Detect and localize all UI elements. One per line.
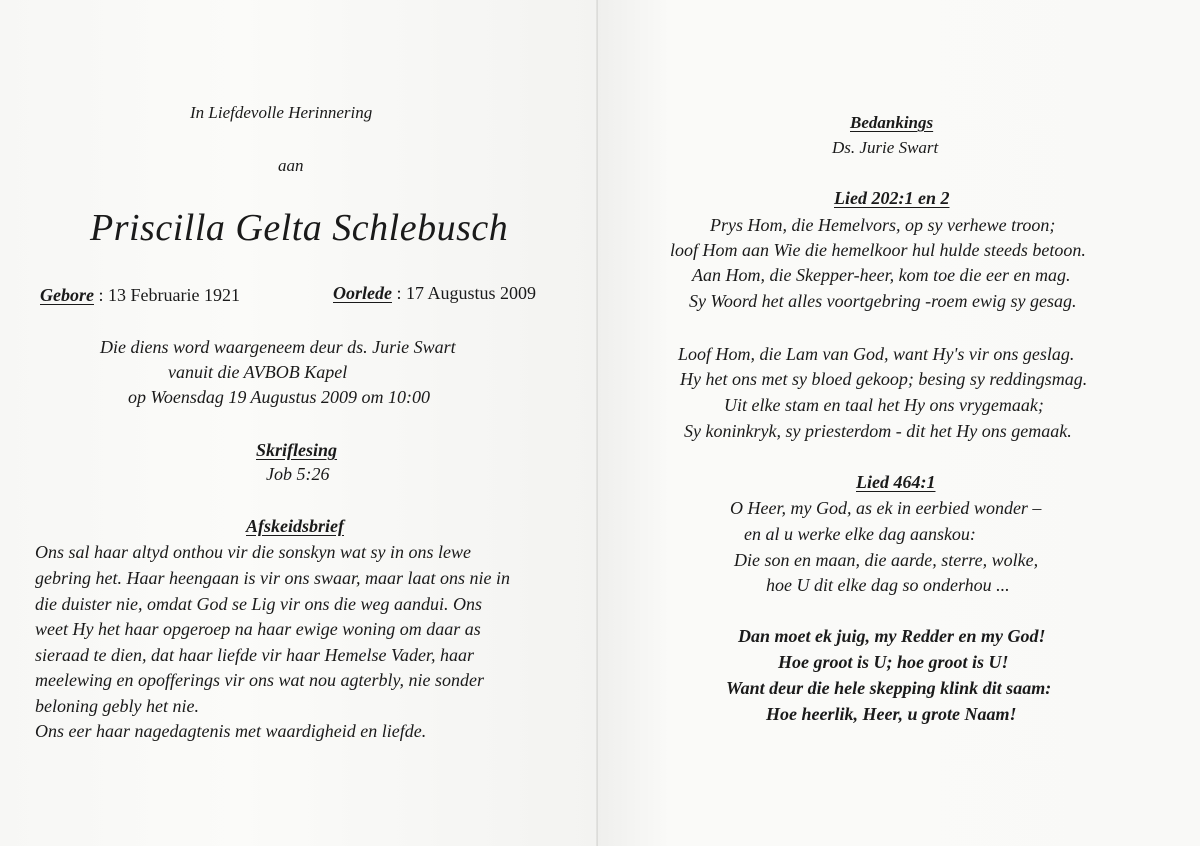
thanks-heading: Bedankings (850, 113, 934, 132)
hymn1-line: loof Hom aan Wie die hemelkoor hul hulde steeds betoon. (670, 240, 1086, 260)
born-label: Gebore (40, 285, 94, 305)
letter-line: beloning gebly het nie. (35, 696, 199, 716)
hymn1-line: Uit elke stam en taal het Hy ons vrygemaak; (724, 395, 1044, 415)
service-line-1: Die diens word waargeneem deur ds. Jurie Swart (100, 337, 456, 357)
intro-line: In Liefdevolle Herinnering (190, 103, 373, 122)
scripture-heading: Skriflesing (256, 440, 338, 460)
hymn2-line: Die son en maan, die aarde, sterre, wolke, (734, 550, 1039, 570)
letter-line: Ons eer haar nagedagtenis met waardigheid en liefde. (35, 721, 427, 741)
letter-line: weet Hy het haar opgeroep na haar ewige woning om daar as (35, 619, 481, 639)
hymn2-line: en al u werke elke dag aanskou: (744, 524, 976, 544)
born-row (40, 285, 240, 306)
letter-heading: Afskeidsbrief (246, 516, 344, 536)
chorus-line: Hoe heerlik, Heer, u grote Naam! (766, 704, 1017, 724)
letter-line: meelewing en opofferings vir ons wat nou agterbly, nie sonder (35, 670, 484, 690)
chorus-line: Dan moet ek juig, my Redder en my God! (738, 626, 1046, 646)
died-value: : 17 Augustus 2009 (396, 283, 537, 303)
service-line-2: vanuit die AVBOB Kapel (168, 362, 348, 382)
hymn1-line: Prys Hom, die Hemelvors, op sy verhewe troon; (710, 215, 1056, 235)
thanks-name: Ds. Jurie Swart (832, 138, 939, 157)
right-page (598, 0, 1200, 846)
service-line-3: op Woensdag 19 Augustus 2009 om 10:00 (128, 387, 431, 407)
chorus-line: Hoe groot is U; hoe groot is U! (778, 652, 1009, 672)
hymn2-line: O Heer, my God, as ek in eerbied wonder – (730, 498, 1042, 518)
hymn2-heading: Lied 464:1 (856, 472, 936, 492)
hymn1-line: Loof Hom, die Lam van God, want Hy's vir ons geslag. (678, 344, 1075, 364)
died-label: Oorlede (333, 283, 392, 303)
hymn1-line: Hy het ons met sy bloed gekoop; besing sy reddingsmag. (680, 369, 1088, 389)
letter-line: Ons sal haar altyd onthou vir die sonskyn wat sy in ons lewe (35, 542, 471, 562)
letter-line: die duister nie, omdat God se Lig vir ons die weg aandui. Ons (35, 594, 482, 614)
born-value: : 13 Februarie 1921 (98, 285, 240, 305)
letter-line: sieraad te dien, dat haar liefde vir haar Hemelse Vader, haar (35, 645, 474, 665)
scripture-ref: Job 5:26 (266, 464, 330, 484)
deceased-name: Priscilla Gelta Schlebusch (90, 207, 509, 249)
hymn1-line: Sy koninkryk, sy priesterdom - dit het Hy ons gemaak. (684, 421, 1072, 441)
letter-line: gebring het. Haar heengaan is vir ons swaar, maar laat ons nie in (35, 568, 510, 588)
aan-line: aan (278, 156, 304, 175)
chorus-line: Want deur die hele skepping klink dit saam: (726, 678, 1052, 698)
hymn1-line: Sy Woord het alles voortgebring -roem ewig sy gesag. (689, 291, 1077, 311)
left-page (0, 0, 598, 846)
hymn1-heading: Lied 202:1 en 2 (834, 188, 950, 208)
hymn1-line: Aan Hom, die Skepper-heer, kom toe die eer en mag. (692, 265, 1071, 285)
died-row (333, 283, 536, 304)
hymn2-line: hoe U dit elke dag so onderhou ... (766, 575, 1010, 595)
